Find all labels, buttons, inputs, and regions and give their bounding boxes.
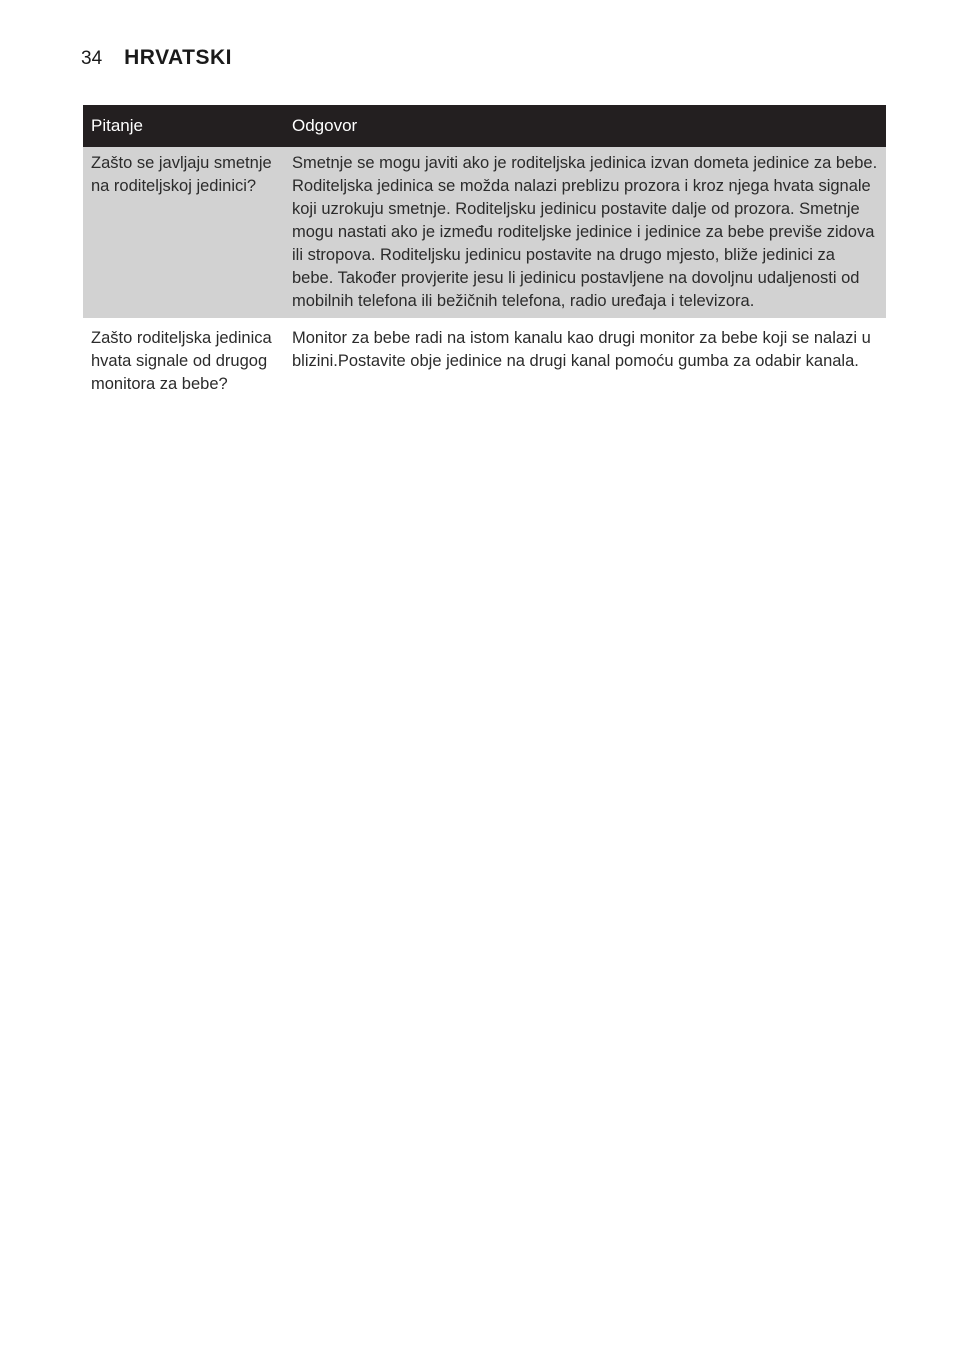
- column-header-answer: Odgovor: [284, 105, 886, 147]
- answer-cell: Smetnje se mogu javiti ako je roditeljska jedinica izvan dometa jedinice za bebe. Roditeljska jedinica se možda nalazi preblizu prozora i kroz njega hvata signale koji uzrokuju smetnje. Roditeljsku jedinicu postavite dalje od prozora. Smetnje mogu nastati ako je između roditeljske jedinice i jedinice za bebe previše zidova ili stropova. Roditeljsku jedinicu postavite na drugo mjesto, bliže jedinici za bebe. Također provjerite jesu li jedinicu postavljene na dovoljnu udaljenosti od mobilnih telefona ili bežičnih telefona, radio uređaja i televizora.: [284, 147, 886, 320]
- page-number: 34: [81, 48, 103, 69]
- table-row: [83, 320, 886, 401]
- troubleshooting-table: [83, 105, 886, 401]
- table-row: [83, 147, 886, 320]
- table-header-row: [83, 105, 886, 147]
- question-cell: Zašto se javljaju smetnje na roditeljskoj jedinici?: [83, 147, 284, 320]
- page-header: [81, 46, 232, 70]
- answer-cell: Monitor za bebe radi na istom kanalu kao drugi monitor za bebe koji se nalazi u blizini.Postavite obje jedinice na drugi kanal pomoću gumba za odabir kanala.: [284, 320, 886, 401]
- question-cell: Zašto roditeljska jedinica hvata signale od drugog monitora za bebe?: [83, 320, 284, 401]
- column-header-question: Pitanje: [83, 105, 284, 147]
- section-title: HRVATSKI: [124, 46, 232, 69]
